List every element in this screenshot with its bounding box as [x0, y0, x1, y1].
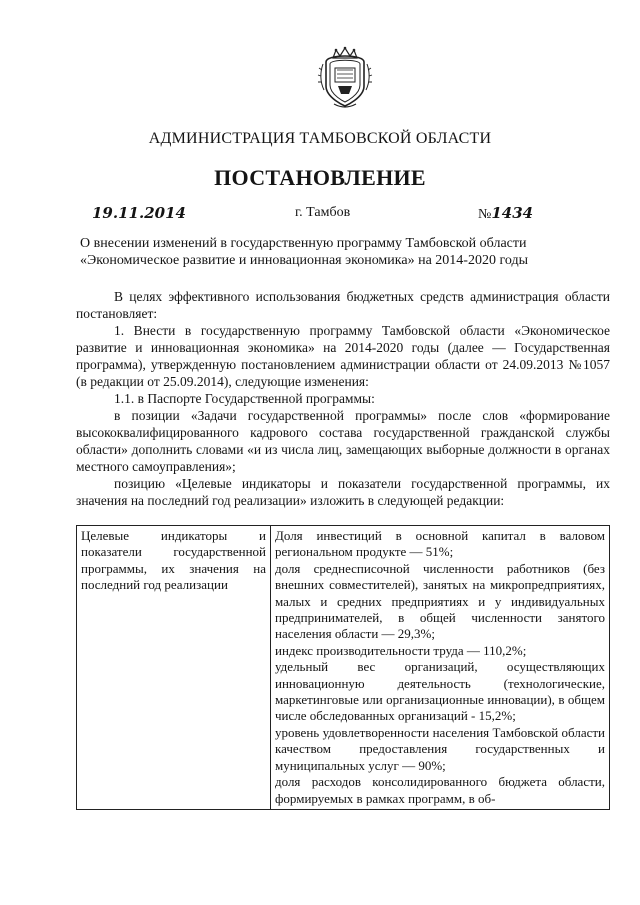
indicator-item: удельный вес организаций, осуществляющих инновационную деятельность (технологические, маркетинговые или организационные инновации), в общем числе обследованных организаций - 15,2%;: [275, 659, 605, 724]
subject-line: О внесении изменений в государственную программу Тамбовской области: [80, 236, 527, 251]
subject-line: «Экономическое развитие и инновационная экономика» на 2014-2020 годы: [80, 253, 528, 268]
body-paragraph: 1.1. в Паспорте Государственной программы:: [114, 391, 375, 406]
table-cell-values: [271, 526, 610, 810]
organization-title: АДМИНИСТРАЦИЯ ТАМБОВСКОЙ ОБЛАСТИ: [148, 130, 492, 147]
document-body: [76, 288, 610, 509]
indicator-item: доля расходов консолидированного бюджета области, формируемых в рамках программ, в об-: [275, 774, 605, 806]
document-type-title: ПОСТАНОВЛЕНИЕ: [214, 165, 426, 190]
document-subject: [80, 235, 590, 269]
indicator-item: индекс производительности труда — 110,2%;: [275, 642, 527, 658]
handwritten-date: 19.11.2014: [92, 204, 186, 222]
number-prefix: №: [478, 207, 492, 222]
document-number: [478, 204, 533, 223]
city-label: г. Тамбов: [295, 205, 351, 220]
body-paragraph: позицию «Целевые индикаторы и показатели государственной программы, их значения на последний год реализации» изложить в следующей редакции:: [76, 476, 610, 508]
indicator-item: доля среднесписочной численности работников (без внешних совместителей), занятых на микропредприятиях, малых и средних предприятиях и у индивидуальных предпринимателей, в общей численности занятого населения области — 29,3%;: [275, 560, 605, 642]
indicator-item: Доля инвестиций в основной капитал в валовом региональном продукте — 51%;: [275, 528, 605, 560]
indicator-item: уровень удовлетворенности населения Тамбовской области качеством предоставления государственных и муниципальных услуг — 90%;: [275, 724, 605, 773]
body-paragraph: в позиции «Задачи государственной программы» после слов «формирование высококвалифицированного кадрового состава государственной гражданской службы области» дополнить словами «и из числа лиц, замещающих выборные должности в органах местного самоуправления»;: [76, 408, 610, 474]
handwritten-number: 1434: [491, 204, 534, 222]
body-paragraph: В целях эффективного использования бюджетных средств администрация области постановляет:: [76, 289, 610, 321]
body-paragraph: 1. Внести в государственную программу Тамбовской области «Экономическое развитие и инновационная экономика» на 2014-2020 годы (далее — Государственная программа), утвержденную постановлением администрации области от 24.09.2013 №1057 (в редакции от 25.09.2014), следующие изменения:: [76, 323, 610, 389]
indicators-table: [76, 525, 610, 810]
table-cell-label: Целевые индикаторы и показатели государственной программы, их значения на последний год реализации: [77, 526, 271, 810]
coat-of-arms-icon: [316, 46, 374, 110]
table-row: [77, 526, 610, 810]
